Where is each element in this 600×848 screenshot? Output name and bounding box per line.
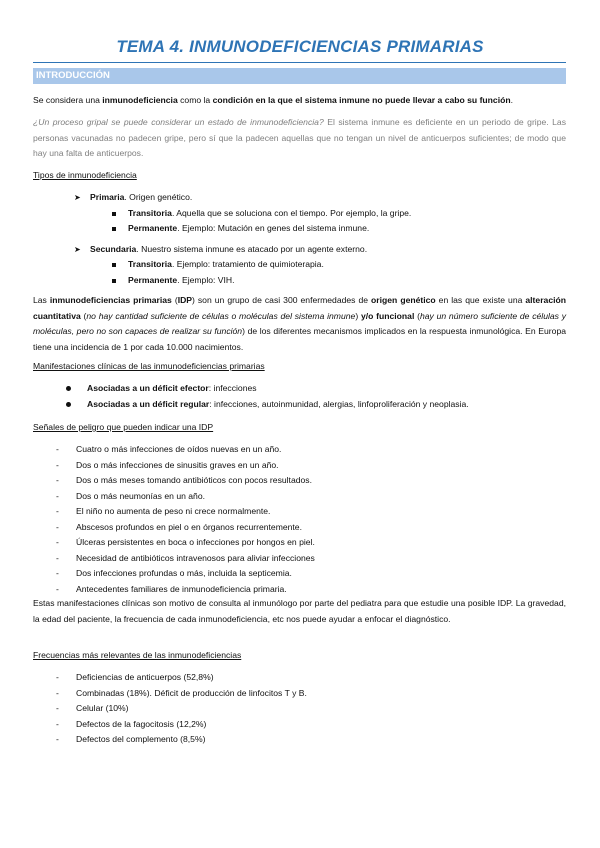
- frecuencia-item: - Defectos de la fagocitosis (12,2%): [56, 718, 207, 729]
- senal-item: - Antecedentes familiares de inmunodeficiencia primaria.: [56, 583, 287, 594]
- senal-item: - Necesidad de antibióticos intravenosos para aliviar infecciones: [56, 552, 315, 563]
- intro-question-paragraph: [33, 115, 566, 162]
- tipo-primaria: ➤ Primaria. Origen genético.: [74, 190, 554, 206]
- title-underline: [33, 62, 566, 63]
- senales-heading: Señales de peligro que pueden indicar una IDP: [33, 422, 214, 432]
- frecuencia-item: - Celular (10%): [56, 703, 129, 713]
- secundaria-permanente: Permanente. Ejemplo: VIH.: [74, 273, 554, 289]
- frecuencias-list: [56, 670, 566, 748]
- frecuencia-item: - Combinadas (18%). Déficit de producción de linfocitos T y B.: [56, 687, 307, 698]
- round-bullet-icon: [66, 386, 71, 391]
- square-bullet-icon: [112, 227, 116, 231]
- primaria-permanente: Permanente. Ejemplo: Mutación en genes del sistema inmune.: [74, 221, 554, 237]
- arrow-bullet-icon: ➤: [74, 244, 81, 254]
- square-bullet-icon: [112, 212, 116, 216]
- idp-paragraph: Las inmunodeficiencias primarias (IDP) son un grupo de casi 300 enfermedades de origen genético en las que existe una alteración cuantitativa (no hay cantidad suficiente de células o moléculas del sistema inmune) y/o funcional (hay un número suficiente de células y moléculas, pero no son capaces de realizar su función) de los diferentes mecanismos implicados en la respuesta inmunológica. En Europa tiene una incidencia de 1 por cada 10.000 nacimientos.: [33, 295, 567, 352]
- secundaria-transitoria: Transitoria. Ejemplo: tratamiento de quimioterapia.: [74, 257, 554, 273]
- senales-list: [56, 442, 566, 597]
- senal-item: - Cuatro o más infecciones de oídos nuevas en un año.: [56, 444, 282, 454]
- frecuencia-item: - Deficiencias de anticuerpos (52,8%): [56, 672, 214, 682]
- frecuencia-item: - Defectos del complemento (8,5%): [56, 734, 206, 744]
- senal-item: - Úlceras persistentes en boca o infecciones por hongos en piel.: [56, 537, 315, 547]
- primaria-transitoria: Transitoria. Aquella que se soluciona con el tiempo. Por ejemplo, la gripe.: [74, 206, 554, 222]
- senal-item: - Dos infecciones profundas o más, incluida la septicemia.: [56, 568, 292, 578]
- tipos-heading: Tipos de inmunodeficiencia: [33, 170, 137, 180]
- intro-answer: El sistema inmune es deficiente en un periodo de gripe. Las personas vacunadas no padecen gripe, pero sí que la padecen aquellas que no tengan un nivel de anticuerpos suficientes; de modo que hay una falta de anticuerpos.: [33, 117, 567, 158]
- manifestacion-item: Asociadas a un déficit regular: infecciones, autoinmunidad, alergias, linfoproliferación y neoplasia.: [64, 397, 564, 413]
- tipos-list: [74, 190, 554, 288]
- section-header-introduccion: INTRODUCCIÓN: [33, 68, 566, 84]
- manifestaciones-list: [64, 381, 564, 412]
- manifestaciones-heading: Manifestaciones clínicas de las inmunodeficiencias primarias: [33, 361, 265, 371]
- senal-item: - El niño no aumenta de peso ni crece normalmente.: [56, 506, 271, 516]
- square-bullet-icon: [112, 279, 116, 283]
- senal-item: - Dos o más neumonías en un año.: [56, 490, 205, 501]
- page-title: TEMA 4. INMUNODEFICIENCIAS PRIMARIAS: [116, 37, 484, 56]
- intro-question: ¿Un proceso gripal se puede considerar un estado de inmunodeficiencia?: [33, 117, 324, 127]
- senal-item: - Dos o más infecciones de sinusitis graves en un año.: [56, 459, 279, 470]
- arrow-bullet-icon: ➤: [74, 193, 81, 202]
- square-bullet-icon: [112, 263, 116, 267]
- tipo-secundaria: ➤ Secundaria. Nuestro sistema inmune es atacado por un agente externo.: [74, 242, 554, 258]
- round-bullet-icon: [66, 402, 71, 407]
- consulta-paragraph: Estas manifestaciones clínicas son motivo de consulta al inmunólogo por parte del pediatra para que estudie una posible IDP. La gravedad, la edad del paciente, la frecuencia de cada inmunodeficiencia, etc nos puede ayudar a enfocar el diagnóstico.: [33, 598, 566, 624]
- frecuencias-heading: Frecuencias más relevantes de las inmunodeficiencias: [33, 650, 242, 660]
- senal-item: - Abscesos profundos en piel o en órganos recurrentemente.: [56, 521, 302, 532]
- manifestacion-item: Asociadas a un déficit efector: infecciones: [64, 381, 564, 397]
- intro-definition: Se considera una inmunodeficiencia como la condición en la que el sistema inmune no puede llevar a cabo su función.: [33, 95, 513, 105]
- senal-item: - Dos o más meses tomando antibióticos con pocos resultados.: [56, 475, 312, 485]
